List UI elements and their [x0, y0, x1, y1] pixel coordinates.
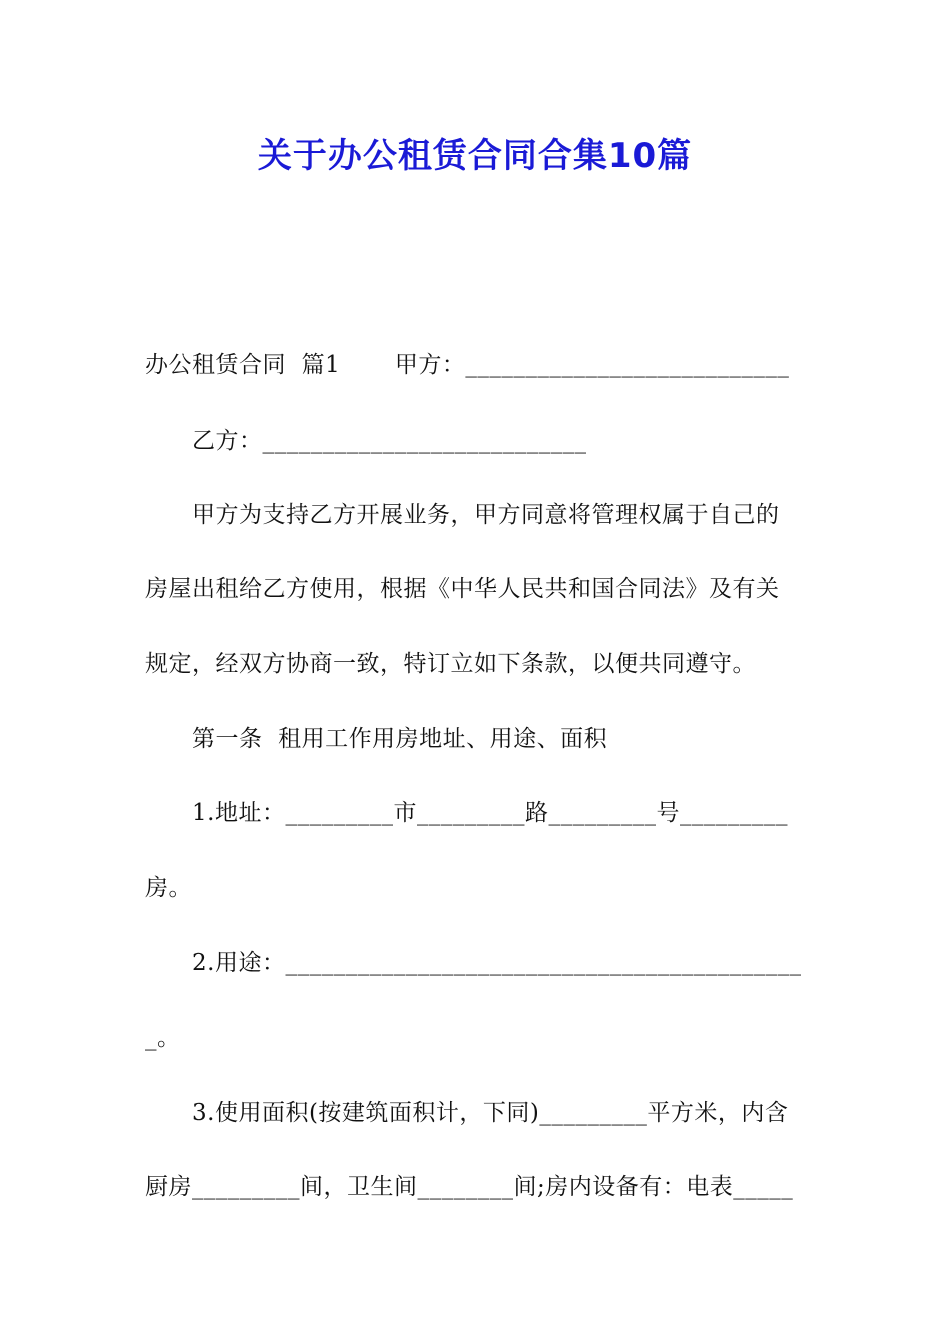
paragraph-line: 甲方为支持乙方开展业务，甲方同意将管理权属于自己的 [192, 502, 780, 528]
address-line: 1.地址：_________市_________路_________号_________ [192, 800, 788, 826]
contract-heading-party-a-line: 办公租赁合同 篇1 甲方：___________________________ [145, 352, 790, 378]
paragraph-line: 房屋出租给乙方使用，根据《中华人民共和国合同法》及有关 [145, 576, 780, 602]
paragraph-line: 规定，经双方协商一致，特订立如下条款，以便共同遵守。 [145, 651, 756, 677]
address-line-end: 房。 [145, 875, 192, 901]
usage-line: 2.用途：___________________________________________ [192, 950, 802, 976]
party-b-line: 乙方：___________________________ [192, 428, 587, 454]
article-heading: 第一条 租用工作用房地址、用途、面积 [192, 726, 608, 752]
area-line: 3.使用面积(按建筑面积计，下同)_________平方米，内含 [192, 1100, 789, 1126]
area-line-continued: 厨房_________间，卫生间________间;房内设备有：电表_____ [145, 1174, 794, 1200]
usage-line-end: _。 [145, 1025, 181, 1051]
document-title: 关于办公租赁合同合集10篇 [257, 136, 693, 176]
